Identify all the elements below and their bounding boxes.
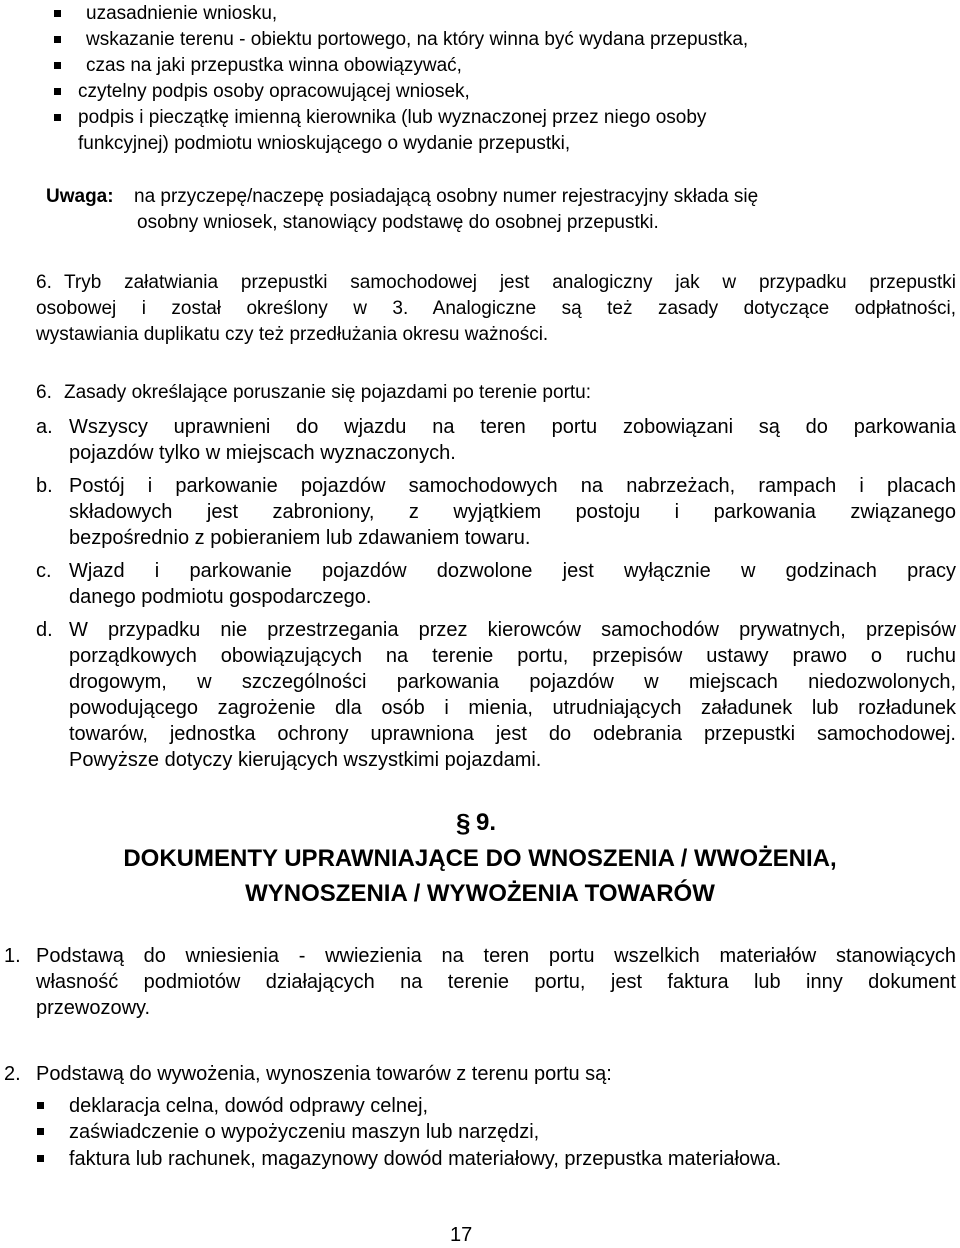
item-letter: a. [36,416,53,438]
paragraph-number: 6. [36,382,52,403]
list-item: wskazanie terenu - obiektu portowego, na który winna być wydana przepustka, [86,29,749,50]
list-item: uzasadnienie wniosku, [86,3,278,24]
note-text: na przyczepę/naczepę posiadającą osobny numer rejestracyjny składa się [134,186,759,207]
list-item: podpis i pieczątkę imienną kierownika (lub wyznaczonej przez niego osoby [78,107,707,128]
item-letter: c. [36,560,52,582]
list-item-continuation: funkcyjnej) podmiotu wnioskującego o wydanie przepustki, [78,133,571,154]
list-item: czytelny podpis osoby opracowującej wniosek, [78,81,470,102]
section-title: DOKUMENTY UPRAWNIAJĄCE DO WNOSZENIA / WWOŻENIA, [123,845,837,872]
bullet-icon [37,1128,44,1135]
bullet-icon [54,114,61,121]
note-label: Uwaga: [46,186,114,207]
item-line: danego podmiotu gospodarczego. [69,586,372,608]
item-letter: b. [36,475,53,497]
paragraph-title: Zasady określające poruszanie się pojazdami po terenie portu: [64,382,592,403]
item-line: drogowym, w szczególności parkowania pojazdów w miejscach niedozwolonych, [69,671,956,693]
bullet-icon [54,10,61,17]
point-line: przewozowy. [36,997,151,1019]
list-item: deklaracja celna, dowód odprawy celnej, [69,1095,429,1117]
bullet-icon [54,88,61,95]
point-title: Podstawą do wywożenia, wynoszenia towarów z terenu portu są: [36,1063,612,1085]
item-line: W przypadku nie przestrzegania przez kierowców samochodów prywatnych, przepisów [69,619,956,641]
list-item: czas na jaki przepustka winna obowiązywać, [86,55,462,76]
item-line: powodującego zagrożenie dla osób i mienia, utrudniających załadunek lub rozładunek [69,697,956,719]
item-line: Powyższe dotyczy kierujących wszystkimi pojazdami. [69,749,542,771]
point-line: własność podmiotów działających na terenie portu, jest faktura lub inny dokument [36,971,956,993]
item-line: pojazdów tylko w miejscach wyznaczonych. [69,442,456,464]
page-number: 17 [450,1224,473,1246]
section-title: WYNOSZENIA / WYWOŻENIA TOWARÓW [245,880,715,907]
list-item: zaświadczenie o wypożyczeniu maszyn lub narzędzi, [69,1121,540,1143]
item-line: Postój i parkowanie pojazdów samochodowych na nabrzeżach, rampach i placach [69,475,956,497]
note-text: osobny wniosek, stanowiący podstawę do osobnej przepustki. [137,212,659,233]
bullet-icon [54,36,61,43]
bullet-icon [37,1155,44,1162]
item-line: towarów, jednostka ochrony uprawniona jest do odebrania przepustki samochodowej. [69,723,956,745]
paragraph-line: osobowej i został określony w 3. Analogiczne są też zasady dotyczące odpłatności, [36,298,956,319]
list-item: faktura lub rachunek, magazynowy dowód materiałowy, przepustka materiałowa. [69,1148,782,1170]
item-letter: d. [36,619,53,641]
paragraph-line: wystawiania duplikatu czy też przedłużania okresu ważności. [36,324,549,345]
point-number: 1. [4,945,21,967]
item-line: bezpośrednio z pobieraniem lub zdawaniem towaru. [69,527,531,549]
point-line: Podstawą do wniesienia - wwiezienia na teren portu wszelkich materiałów stanowiących [36,945,956,967]
section-sign-icon: § [456,808,471,838]
bullet-icon [37,1102,44,1109]
point-number: 2. [4,1063,21,1085]
paragraph-number: 6. [36,272,52,293]
item-line: składowych jest zabroniony, z wyjątkiem postoju i parkowania związanego [69,501,956,523]
section-number: 9. [476,809,497,836]
bullet-icon [54,62,61,69]
item-line: Wjazd i parkowanie pojazdów dozwolone jest wyłącznie w godzinach pracy [69,560,956,582]
paragraph-line: Tryb załatwiania przepustki samochodowej jest analogiczny jak w przypadku przepustki [64,272,956,293]
item-line: Wszyscy uprawnieni do wjazdu na teren portu zobowiązani są do parkowania [69,416,956,438]
item-line: porządkowych obowiązujących na terenie portu, przepisów ustawy prawo o ruchu [69,645,956,667]
